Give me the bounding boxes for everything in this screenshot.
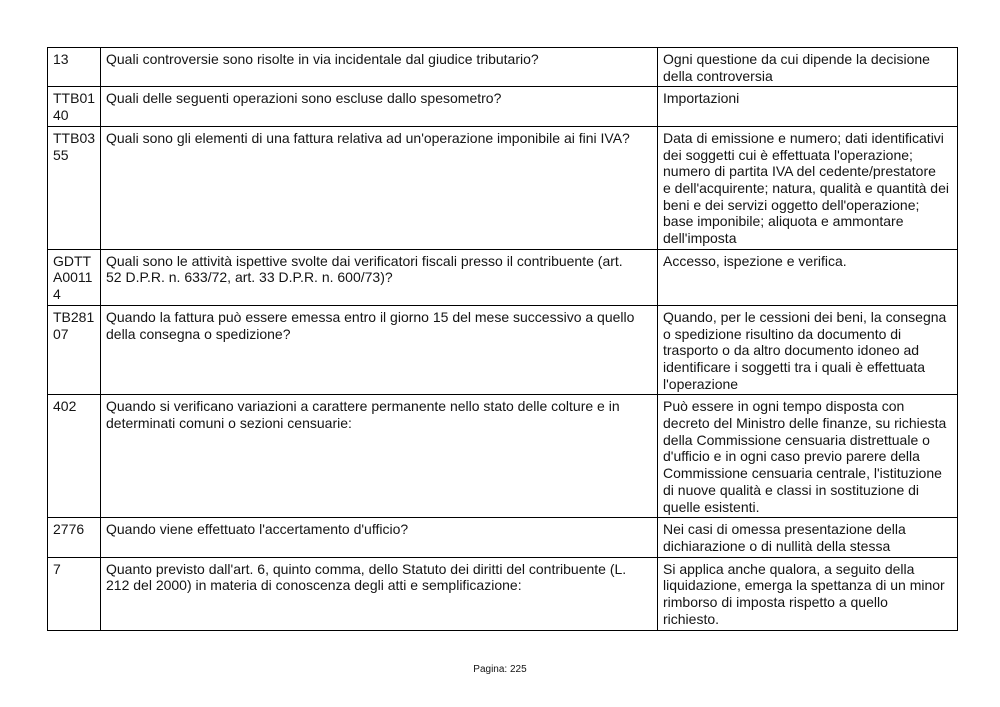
table-row xyxy=(48,557,958,630)
table-row xyxy=(48,395,958,518)
answer-cell: Ogni questione da cui dipende la decisione della controversia xyxy=(658,48,958,87)
table-row xyxy=(48,518,958,557)
question-code-cell: 13 xyxy=(48,48,101,87)
page-number-footer: Pagina: 225 xyxy=(473,664,527,675)
answer-cell: Accesso, ispezione e verifica. xyxy=(658,249,958,305)
question-code-cell: 2776 xyxy=(48,518,101,557)
question-cell: Quanto previsto dall'art. 6, quinto comma, dello Statuto dei diritti del contribuente (L. 212 del 2000) in materia di conoscenza degli atti e semplificazione: xyxy=(101,557,658,630)
questions-table xyxy=(47,47,958,631)
answer-cell: Quando, per le cessioni dei beni, la consegna o spedizione risultino da documento di trasporto o da altro documento idoneo ad identificare i soggetti tra i quali è effettuata l'operazione xyxy=(658,305,958,395)
table-row xyxy=(48,48,958,87)
answer-cell: Data di emissione e numero; dati identificativi dei soggetti cui è effettuata l'operazione; numero di partita IVA del cedente/prestatore e dell'acquirente; natura, qualità e quantità dei beni e dei servizi oggetto dell'operazione; base imponibile; aliquota e ammontare dell'imposta xyxy=(658,126,958,249)
table-row xyxy=(48,126,958,249)
question-code-cell: 7 xyxy=(48,557,101,630)
table-row xyxy=(48,249,958,305)
question-cell: Quando si verificano variazioni a carattere permanente nello stato delle colture e in determinati comuni o sezioni censuarie: xyxy=(101,395,658,518)
question-cell: Quando viene effettuato l'accertamento d'ufficio? xyxy=(101,518,658,557)
answer-cell: Importazioni xyxy=(658,87,958,126)
question-cell: Quando la fattura può essere emessa entro il giorno 15 del mese successivo a quello della consegna o spedizione? xyxy=(101,305,658,395)
question-cell: Quali controversie sono risolte in via incidentale dal giudice tributario? xyxy=(101,48,658,87)
question-code-cell: 402 xyxy=(48,395,101,518)
question-cell: Quali delle seguenti operazioni sono escluse dallo spesometro? xyxy=(101,87,658,126)
table-row xyxy=(48,305,958,395)
question-code-cell: GDTTA00114 xyxy=(48,249,101,305)
table-row xyxy=(48,87,958,126)
answer-cell: Nei casi di omessa presentazione della dichiarazione o di nullità della stessa xyxy=(658,518,958,557)
answer-cell: Si applica anche qualora, a seguito della liquidazione, emerga la spettanza di un minor rimborso di imposta rispetto a quello richiesto. xyxy=(658,557,958,630)
question-code-cell: TTB0140 xyxy=(48,87,101,126)
question-code-cell: TB28107 xyxy=(48,305,101,395)
question-cell: Quali sono le attività ispettive svolte dai verificatori fiscali presso il contribuente (art. 52 D.P.R. n. 633/72, art. 33 D.P.R. n. 600/73)? xyxy=(101,249,658,305)
question-code-cell: TTB0355 xyxy=(48,126,101,249)
question-cell: Quali sono gli elementi di una fattura relativa ad un'operazione imponibile ai fini IVA? xyxy=(101,126,658,249)
answer-cell: Può essere in ogni tempo disposta con decreto del Ministro delle finanze, su richiesta della Commissione censuaria distrettuale o d'ufficio e in ogni caso previo parere della Commissione censuaria centrale, l'istituzione di nuove qualità e classi in sostituzione di quelle esistenti. xyxy=(658,395,958,518)
